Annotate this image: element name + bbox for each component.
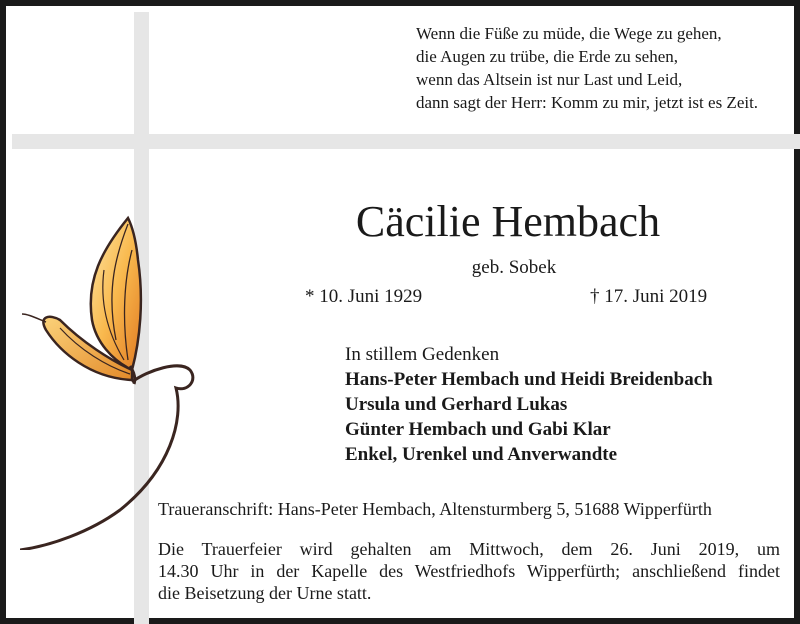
service-line: Die Trauerfeier wird gehalten am Mittwoch, dem 26. Juni 2019, um xyxy=(158,539,780,559)
funeral-service-info xyxy=(158,538,780,604)
service-line: die Beisetzung der Urne statt. xyxy=(158,583,372,603)
mourner-name: Enkel, Urenkel und Anverwandte xyxy=(345,444,618,465)
cross-horizontal-bar xyxy=(12,134,800,149)
mourner-name: Ursula und Gerhard Lukas xyxy=(345,394,568,415)
swirl-icon xyxy=(20,366,193,550)
poem xyxy=(416,22,758,114)
mourner-name: Günter Hembach und Gabi Klar xyxy=(345,419,611,440)
mourners-block xyxy=(345,342,713,467)
service-line: 14.30 Uhr in der Kapelle des Westfriedhofs Wipperfürth; anschließend findet xyxy=(158,561,780,581)
maiden-name: geb. Sobek xyxy=(471,257,557,278)
poem-line: Wenn die Füße zu müde, die Wege zu gehen, xyxy=(416,24,722,43)
poem-line: wenn das Altsein ist nur Last und Leid, xyxy=(416,70,683,89)
mourner-name: Hans-Peter Hembach und Heidi Breidenbach xyxy=(345,369,713,390)
poem-line: die Augen zu trübe, die Erde zu sehen, xyxy=(416,47,678,66)
birth-date: * 10. Juni 1929 xyxy=(305,286,423,307)
poem-line: dann sagt der Herr: Komm zu mir, jetzt ist es Zeit. xyxy=(416,93,759,112)
death-date: † 17. Juni 2019 xyxy=(590,286,708,307)
mourning-address: Traueranschrift: Hans-Peter Hembach, Altensturmberg 5, 51688 Wipperfürth xyxy=(158,499,712,519)
mourners-intro: In stillem Gedenken xyxy=(345,344,500,365)
deceased-name: Cäcilie Hembach xyxy=(355,197,661,246)
butterfly-icon xyxy=(20,210,200,550)
